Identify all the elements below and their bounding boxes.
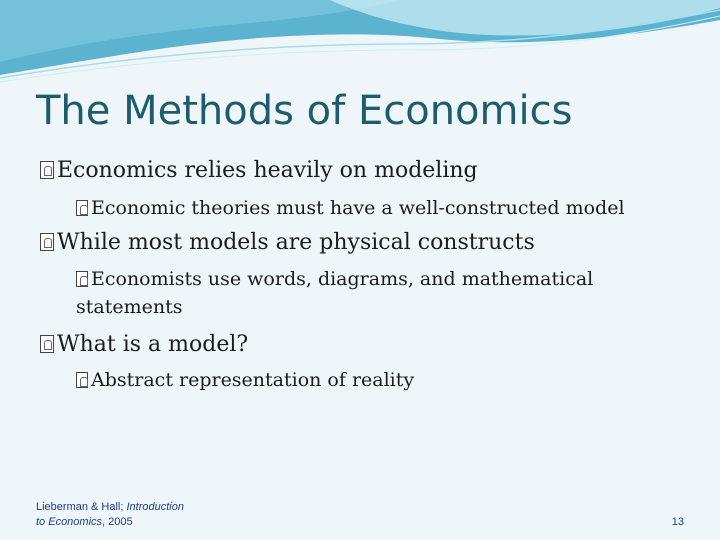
citation-authors: Lieberman & Hall; bbox=[36, 501, 127, 513]
citation-year: , 2005 bbox=[102, 516, 133, 528]
citation-title-part1: Introduction bbox=[126, 501, 184, 513]
slide-title: The Methods of Economics bbox=[36, 88, 573, 134]
missing-glyph-icon bbox=[40, 161, 54, 179]
bullet-level1 bbox=[40, 332, 248, 357]
missing-glyph-icon bbox=[76, 372, 88, 388]
footer-citation bbox=[36, 500, 236, 530]
missing-glyph-icon bbox=[40, 233, 54, 251]
bullet-level2 bbox=[76, 265, 666, 321]
bullet-text: Economists use words, diagrams, and mathematical statements bbox=[76, 268, 594, 318]
bullet-text: Economic theories must have a well-constructed model bbox=[91, 197, 625, 219]
bullet-level1 bbox=[40, 158, 478, 183]
bullet-text: Economics relies heavily on modeling bbox=[57, 158, 478, 183]
bullet-level1 bbox=[40, 230, 535, 255]
slide-number: 13 bbox=[671, 516, 684, 528]
missing-glyph-icon bbox=[76, 271, 88, 287]
missing-glyph-icon bbox=[40, 335, 54, 353]
citation-title-part2: to Economics bbox=[36, 516, 103, 528]
missing-glyph-icon bbox=[76, 200, 88, 216]
bullet-level2 bbox=[76, 194, 625, 222]
bullet-text: Abstract representation of reality bbox=[91, 369, 415, 391]
bullet-text: While most models are physical constructs bbox=[57, 230, 535, 255]
bullet-level2 bbox=[76, 366, 414, 394]
bullet-text: What is a model? bbox=[57, 332, 249, 357]
